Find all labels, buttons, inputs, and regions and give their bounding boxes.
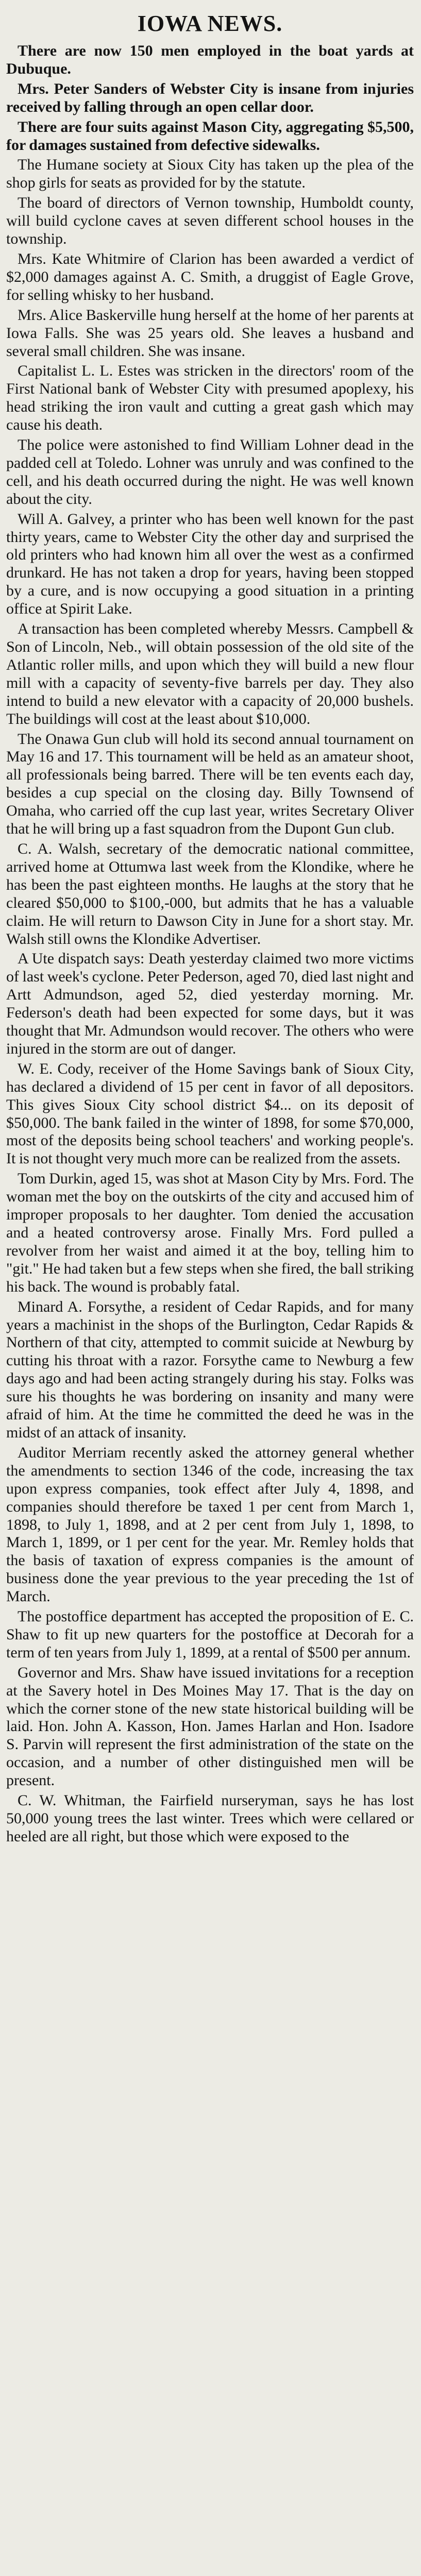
news-item (6, 840, 414, 948)
news-item-text: Mrs. Kate Whitmire of Clarion has been awarded a verdict of $2,000 damages against A. C. Smith, a druggist of Eagle Grove, for selling whisky to her husband. (6, 250, 414, 303)
news-item-lead: Mrs. Peter Sanders of Webster City is insane from injuries received by falling through an open cellar door. (6, 80, 414, 115)
news-item (6, 1608, 414, 1662)
news-item-text: C. A. Walsh, secretary of the democratic national committee, arrived home at Ottumwa last week from the Klondike, where he has been the past eighteen months. He laughs at the story that he cleared $50,000 to $100,-000, but admits that he has a valuable claim. He will return to Dawson City in June for a short stay. Mr. Walsh still owns the Klondike Advertiser. (6, 840, 414, 947)
news-item-text: Minard A. Forsythe, a resident of Cedar Rapids, and for many years a machinist in the shops of the Burlington, Cedar Rapids & Northern of that city, attempted to commit suicide at Newburg by cutting his throat with a razor. Forsythe came to Newburg a few days ago and had been acting strangely during his stay. Folks was sure his thoughts he was bordering on insanity and many were afraid of him. At the time he committed the deed he was in the midst of an attack of insanity. (6, 1298, 414, 1441)
news-item-text: The Onawa Gun club will hold its second annual tournament on May 16 and 17. This tournament will be held as an amateur shoot, all professionals being barred. There will be ten events each day, besides a cup special on the closing day. Billy Townsend of Omaha, who carried off the cup last year, writes Secretary Oliver that he will bring up a fast squadron from the Dupont Gun club. (6, 730, 414, 838)
news-item-text: Will A. Galvey, a printer who has been well known for the past thirty years, came to Webster City the other day and surprised the old printers who had known him all over the west as a confirmed drunkard. He has not taken a drop for years, having been stopped by a cure, and is now occupying a good situation in a printing office at Spirit Lake. (6, 510, 414, 618)
news-item-text: A Ute dispatch says: Death yesterday claimed two more victims of last week's cyclone. Peter Pederson, aged 70, died last night and Artt Admundson, aged 52, died yesterday morning. Mr. Federson's death had been expected for some days, but it was thought that Mr. Admundson would recover. The others who were injured in the storm are out of danger. (6, 950, 414, 1057)
news-item (6, 1792, 414, 1846)
news-items (6, 42, 414, 1846)
news-item-text: Capitalist L. L. Estes was stricken in the directors' room of the First National bank of Webster City with presumed apoplexy, his head striking the iron vault and cutting a great gash which may cause his death. (6, 362, 414, 434)
news-item-text: The police were astonished to find William Lohner dead in the padded cell at Toledo. Lohner was unruly and was confined to the cell, and his death occurred during the night. He was well known about the city. (6, 436, 414, 507)
news-item (6, 620, 414, 728)
news-item-text: The board of directors of Vernon township, Humboldt county, will build cyclone caves at seven different school houses in the township. (6, 194, 414, 248)
news-item-text: Auditor Merriam recently asked the attorney general whether the amendments to section 1346 of the code, increasing the tax upon express companies, took effect after July 4, 1898, and companies should therefore be taxed 1 per cent from March 1, 1898, to July 1, 1898, and at 2 per cent from July 1, 1898, to March 1, 1899, or 1 per cent for the year. Mr. Remley holds that the basis of taxation of express companies is the amount of business done the year previous to the year preceding the 1st of March. (6, 1444, 414, 1605)
news-item (6, 511, 414, 618)
news-item (6, 950, 414, 1058)
news-item (6, 436, 414, 509)
news-item (6, 80, 414, 116)
news-item-text: W. E. Cody, receiver of the Home Savings bank of Sioux City, has declared a dividend of 15 per cent in favor of all depositors. This gives Sioux City school district $4... on its deposit of $50,000. The bank failed in the winter of 1898, for some $70,000, most of the deposits being school teachers' and working people's. It is not thought very much more can be realized from the assets. (6, 1060, 414, 1167)
headline: IOWA NEWS. (137, 11, 283, 36)
news-item-text: A transaction has been completed whereby Messrs. Campbell & Son of Lincoln, Neb., will obtain possession of the old site of the Atlantic roller mills, and upon which they will build a new flour mill with a capacity of seventy-five barrels per day. They also intend to build a new elevator with a capacity of 20,000 bushels. The buildings will cost at the least about $10,000. (6, 620, 414, 727)
news-item (6, 1170, 414, 1296)
news-item (6, 42, 414, 78)
news-item-lead: There are four suits against Mason City, aggregating $5,500, for damages sustained from defective sidewalks. (6, 118, 414, 154)
news-item-text: Governor and Mrs. Shaw have issued invitations for a reception at the Savery hotel in Des Moines May 17. That is the day on which the corner stone of the new state historical building will be laid. Hon. John A. Kasson, Hon. James Harlan and Hon. Isadore S. Parvin will represent the first administration of the state on the occasion, and a number of other distinguished men will be present. (6, 1664, 414, 1789)
news-item (6, 1444, 414, 1606)
news-item (6, 362, 414, 434)
news-item-text: The Humane society at Sioux City has taken up the plea of the shop girls for seats as provided for by the statute. (6, 156, 414, 192)
news-item-text: C. W. Whitman, the Fairfield nurseryman, says he has lost 50,000 young trees the last winter. Trees which were cellared or heeled are all right, but those which were exposed to the (6, 1792, 414, 1845)
news-item-text: The postoffice department has accepted the proposition of E. C. Shaw to fit up new quarters for the postoffice at Decorah for a term of ten years from July 1, 1899, at a rental of $500 per annum. (6, 1608, 414, 1661)
news-item-text: Tom Durkin, aged 15, was shot at Mason City by Mrs. Ford. The woman met the boy on the outskirts of the city and accused him of improper proposals to her daughter. Tom denied the accusation and a heated controversy arose. Finally Mrs. Ford pulled a revolver from her waist and aimed it at the boy, telling him to "git." He had taken but a few steps when she fired, the ball striking his back. The wound is probably fatal. (6, 1170, 414, 1295)
news-item (6, 194, 414, 248)
news-item (6, 156, 414, 192)
news-item (6, 1664, 414, 1790)
news-item (6, 731, 414, 838)
news-item-text: Mrs. Alice Baskerville hung herself at the home of her parents at Iowa Falls. She was 25 years old. She leaves a husband and several small children. She was insane. (6, 306, 414, 360)
news-item (6, 307, 414, 361)
news-item-lead: There are now 150 men employed in the boat yards at Dubuque. (6, 42, 414, 77)
news-item (6, 250, 414, 304)
news-item (6, 118, 414, 155)
news-item (6, 1060, 414, 1168)
news-item (6, 1298, 414, 1442)
